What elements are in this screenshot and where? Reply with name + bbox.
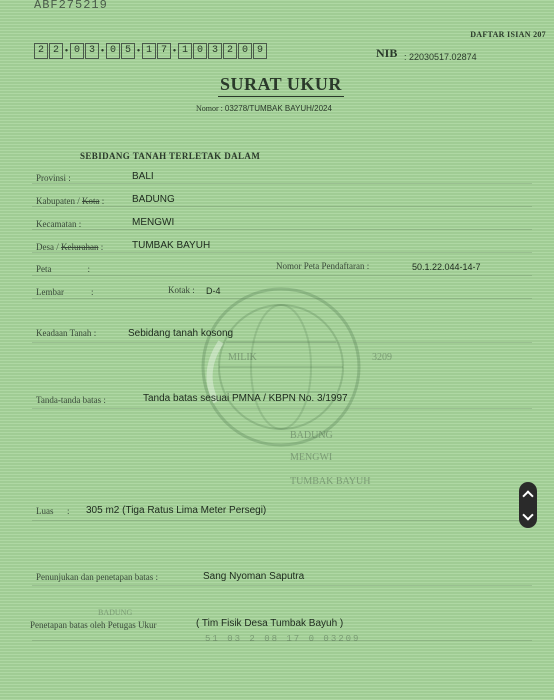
- code-separator: •: [64, 45, 69, 57]
- penunjukan-value: Sang Nyoman Saputra: [203, 571, 305, 582]
- lembar-label: Lembar :: [36, 287, 94, 297]
- kabupaten-value: BADUNG: [132, 194, 175, 205]
- kecamatan-value: MENGWI: [132, 217, 175, 228]
- peta-label: Peta :: [36, 264, 91, 274]
- kabupaten-label: Kabupaten / Kota :: [36, 196, 105, 206]
- ruled-line: [32, 206, 532, 207]
- code-box: 2: [34, 43, 48, 59]
- tanda-batas-label: Tanda-tanda batas :: [36, 395, 106, 405]
- luas-value: 305 m2 (Tiga Ratus Lima Meter Persegi): [86, 505, 267, 516]
- bleed-badung: BADUNG: [290, 430, 333, 441]
- ruled-line: [32, 585, 532, 586]
- bleed-tumbak: TUMBAK BAYUH: [290, 476, 371, 487]
- code-separator: •: [172, 45, 177, 57]
- chevron-up-icon[interactable]: [522, 490, 533, 501]
- nomor-label: Nomor: [196, 104, 219, 113]
- nib-value: : 22030517.02874: [404, 52, 477, 62]
- code-box: 7: [157, 43, 171, 59]
- ruled-line: [32, 229, 532, 230]
- serial-number: ABF275219: [34, 0, 108, 12]
- code-box: 0: [70, 43, 84, 59]
- bleed-mengwi: MENGWI: [290, 452, 333, 463]
- tanda-batas-value: Tanda batas sesuai PMNA / KBPN No. 3/1997: [143, 393, 348, 404]
- ruled-line: [32, 252, 532, 253]
- bleed-number: 3209: [372, 352, 392, 363]
- nomor-peta-label: Nomor Peta Pendaftaran :: [276, 261, 370, 271]
- code-box: 0: [193, 43, 207, 59]
- provinsi-value: BALI: [132, 171, 154, 182]
- code-box: 2: [49, 43, 63, 59]
- kotak-label: Kotak :: [168, 285, 195, 295]
- penunjukan-label: Penunjukan dan penetapan batas :: [36, 572, 158, 582]
- chevron-down-icon[interactable]: [522, 509, 533, 520]
- code-separator: •: [136, 45, 141, 57]
- kecamatan-label: Kecamatan :: [36, 219, 82, 229]
- code-box: 0: [106, 43, 120, 59]
- code-box: 0: [238, 43, 252, 59]
- code-boxes: [34, 43, 268, 59]
- code-box: 3: [208, 43, 222, 59]
- document-title: SURAT UKUR: [220, 74, 342, 94]
- title-underline: [218, 96, 344, 97]
- penetapan-value: ( Tim Fisik Desa Tumbak Bayuh ): [196, 618, 344, 629]
- bleed-milik: MILIK: [228, 352, 257, 363]
- keadaan-tanah-label: Keadaan Tanah :: [36, 328, 97, 338]
- penetapan-label: Penetapan batas oleh Petugas Ukur: [30, 620, 157, 630]
- bleed-badung-small: BADUNG: [98, 608, 133, 617]
- scroll-control[interactable]: [519, 482, 537, 528]
- section-heading: SEBIDANG TANAH TERLETAK DALAM: [80, 151, 261, 161]
- nib-label: NIB: [376, 46, 398, 60]
- code-box: 3: [85, 43, 99, 59]
- code-box: 9: [253, 43, 267, 59]
- code-box: 1: [142, 43, 156, 59]
- nomor-value: 03278/TUMBAK BAYUH/2024: [224, 104, 332, 113]
- luas-label: Luas :: [36, 506, 70, 516]
- code-separator: •: [100, 45, 105, 57]
- kotak-value: D-4: [206, 286, 221, 296]
- kelurahan-struck: Kelurahan: [61, 242, 99, 252]
- kota-struck: Kota: [81, 196, 100, 206]
- code-box: 5: [121, 43, 135, 59]
- desa-label: Desa / Kelurahan :: [36, 242, 104, 252]
- document-number: Nomor : 03278/TUMBAK BAYUH/2024: [196, 104, 332, 113]
- nomor-peta-value: 50.1.22.044-14-7: [412, 262, 481, 272]
- bleed-code-row: 51 03 2 08 17 0 03209: [205, 634, 361, 644]
- nib-number: 22030517.02874: [409, 52, 477, 62]
- ruled-line: [32, 183, 532, 184]
- code-box: 1: [178, 43, 192, 59]
- daftar-isian-label: DAFTAR ISIAN 207: [470, 30, 546, 39]
- emblem-watermark-icon: [196, 282, 366, 452]
- code-box: 2: [223, 43, 237, 59]
- desa-value: TUMBAK BAYUH: [132, 240, 211, 251]
- provinsi-label: Provinsi :: [36, 173, 71, 183]
- ruled-line: [32, 275, 532, 276]
- keadaan-tanah-value: Sebidang tanah kosong: [128, 328, 234, 339]
- ruled-line: [32, 520, 532, 521]
